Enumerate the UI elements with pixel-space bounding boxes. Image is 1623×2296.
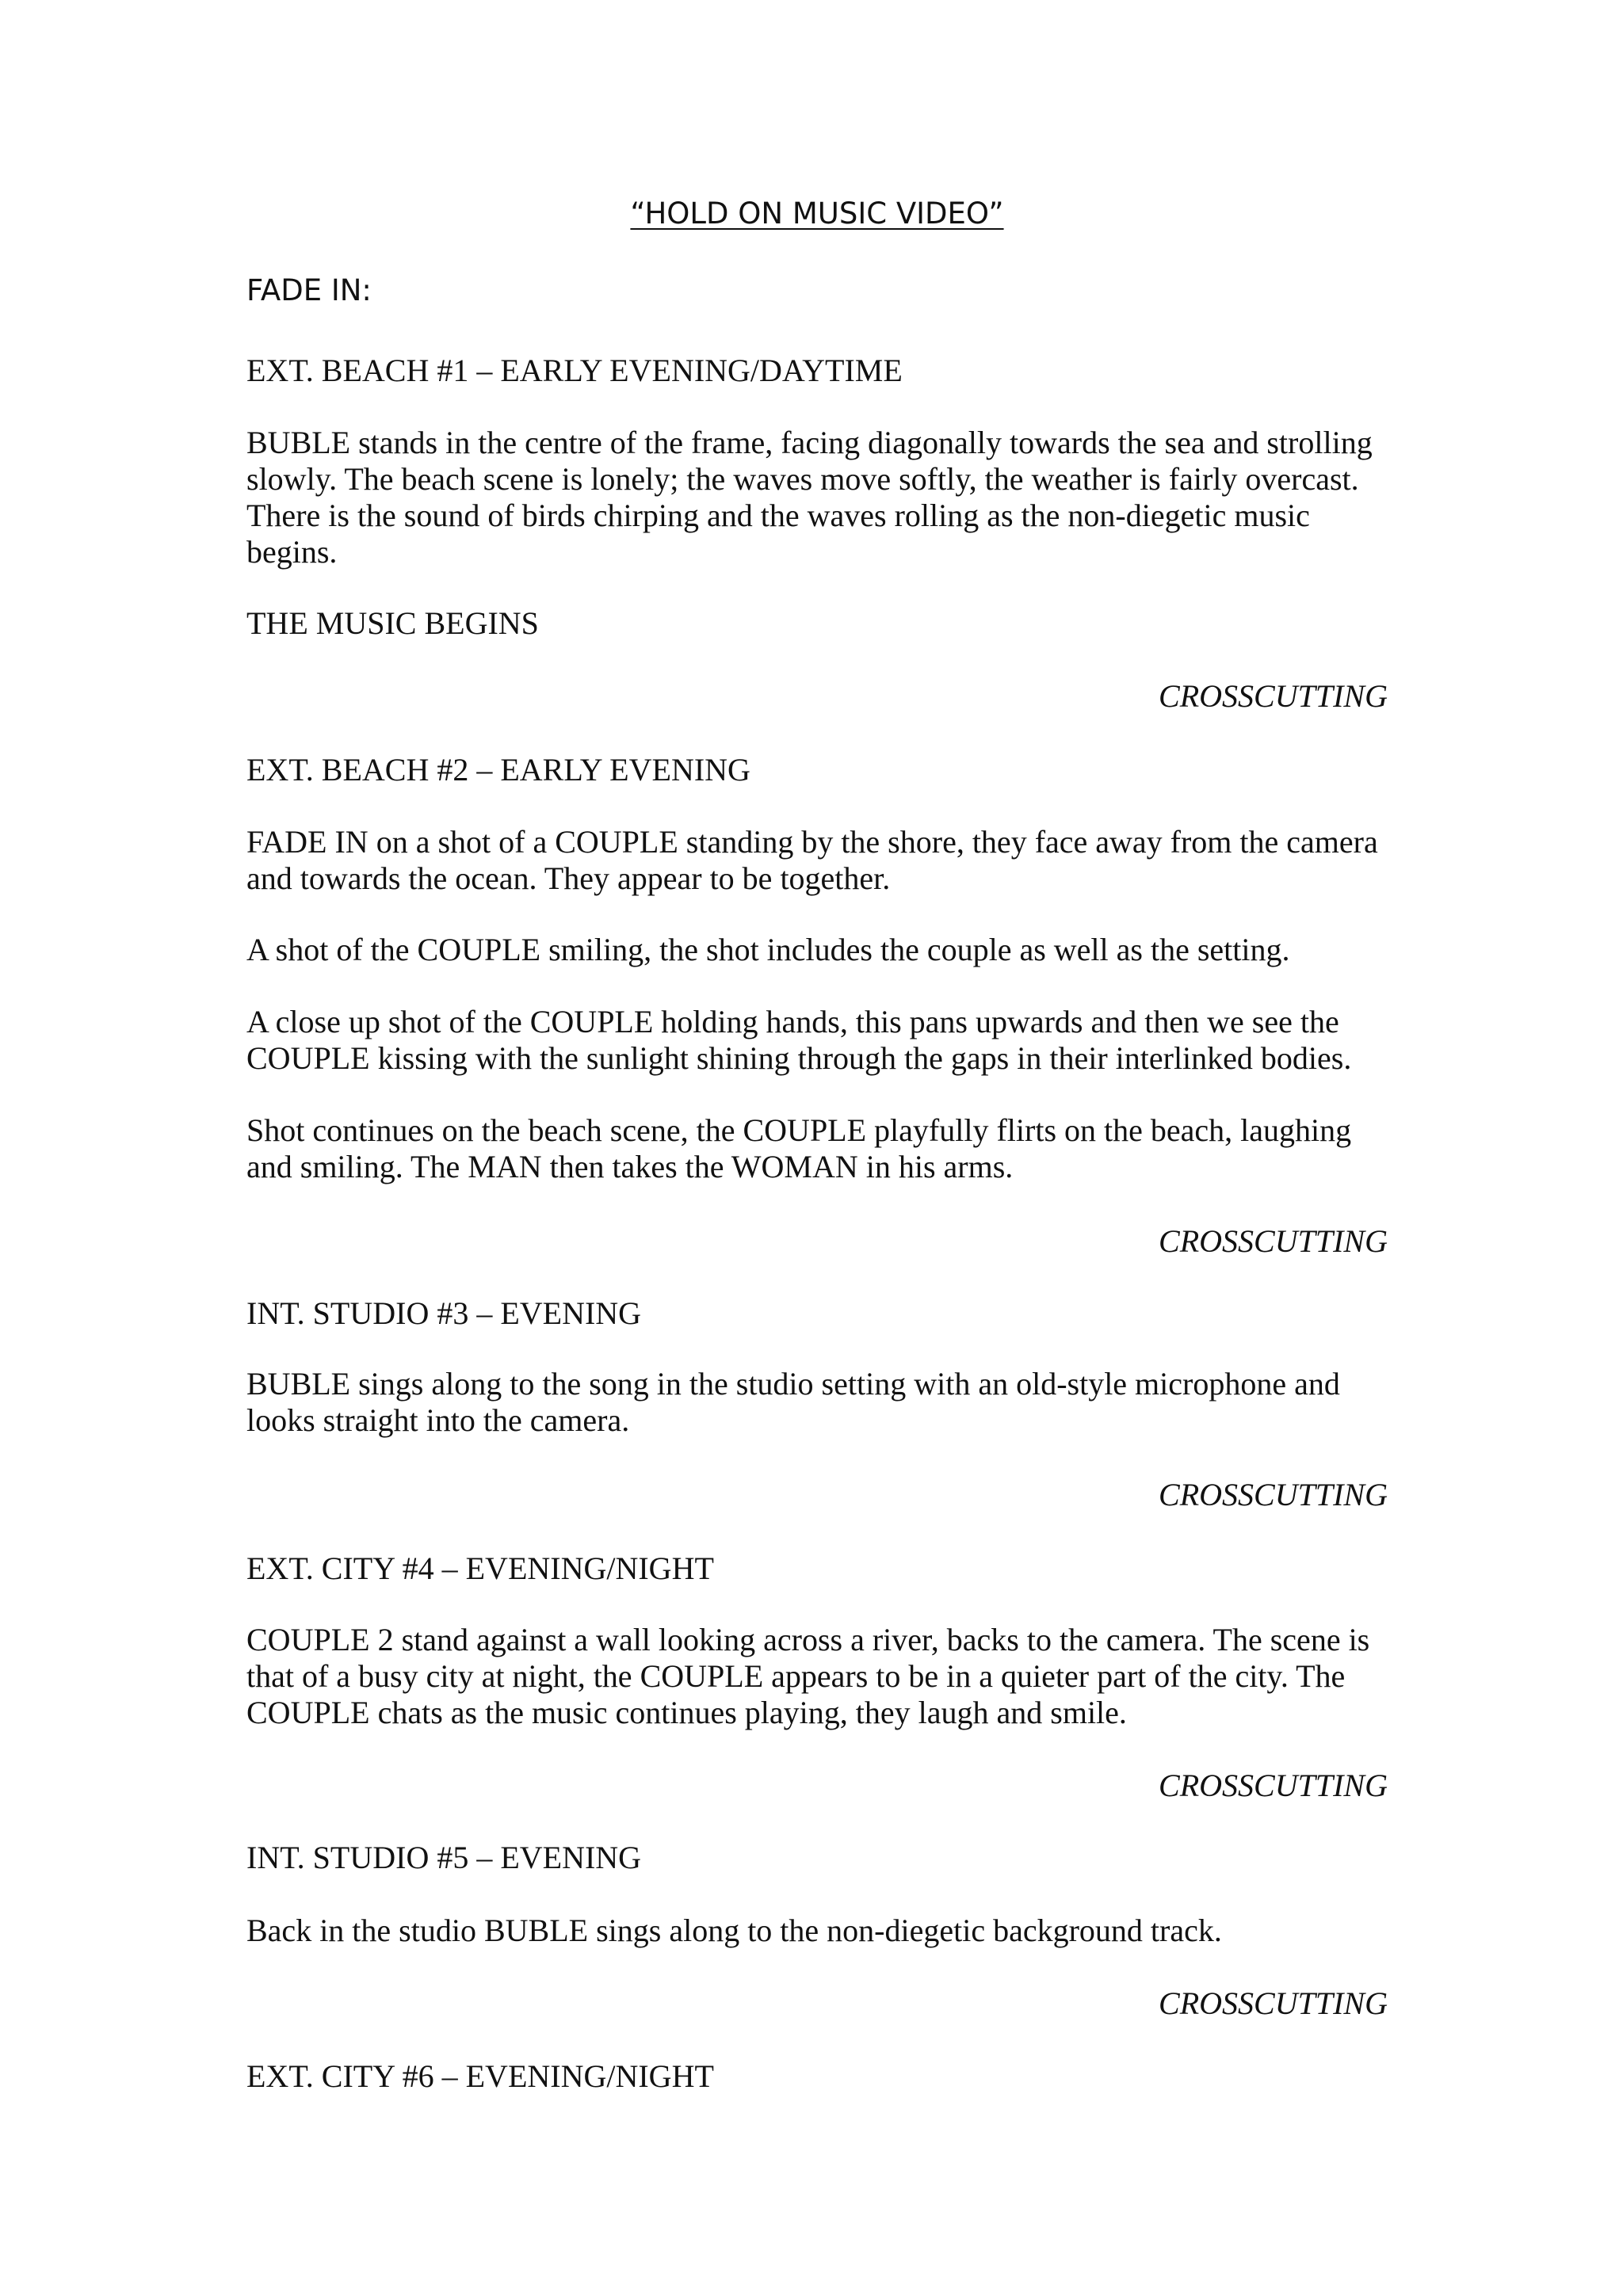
transition-crosscutting: CROSSCUTTING [1159, 1985, 1388, 2021]
action-paragraph [246, 1366, 1388, 1439]
action-line: BUBLE stands in the centre of the frame, facing diagonally towards the sea and strolling [246, 425, 1373, 460]
transition-crosscutting: CROSSCUTTING [1159, 678, 1388, 714]
action-paragraph [246, 1622, 1388, 1731]
action-line: slowly. The beach scene is lonely; the waves move softly, the weather is fairly overcast. [246, 461, 1359, 497]
action-line: COUPLE chats as the music continues playing, they laugh and smile. [246, 1695, 1127, 1730]
action-line: THE MUSIC BEGINS [246, 605, 539, 641]
action-line: COUPLE kissing with the sunlight shining through the gaps in their interlinked bodies. [246, 1040, 1352, 1076]
script-title: “HOLD ON MUSIC VIDEO” [630, 196, 1004, 231]
action-line: A close up shot of the COUPLE holding hands, this pans upwards and then we see the [246, 1004, 1339, 1039]
action-line: Back in the studio BUBLE sings along to the non-diegetic background track. [246, 1913, 1222, 1948]
action-line: begins. [246, 534, 338, 570]
scene-heading-beach-2: EXT. BEACH #2 – EARLY EVENING [246, 752, 750, 788]
transition-crosscutting: CROSSCUTTING [1159, 1477, 1388, 1512]
action-line: COUPLE 2 stand against a wall looking across a river, backs to the camera. The scene is [246, 1622, 1370, 1657]
action-line: and smiling. The MAN then takes the WOMAN in his arms. [246, 1149, 1014, 1184]
scene-heading-city-4: EXT. CITY #4 – EVENING/NIGHT [246, 1550, 714, 1586]
scene-heading-beach-1: EXT. BEACH #1 – EARLY EVENING/DAYTIME [246, 353, 903, 388]
action-line: looks straight into the camera. [246, 1402, 630, 1438]
action-paragraph [246, 1112, 1388, 1185]
fade-in-heading: FADE IN: [246, 273, 372, 307]
action-line: that of a busy city at night, the COUPLE appears to be in a quieter part of the city. The [246, 1658, 1346, 1694]
action-paragraph [246, 1913, 1388, 1949]
scene-heading-city-6: EXT. CITY #6 – EVENING/NIGHT [246, 2058, 714, 2094]
action-paragraph [246, 932, 1388, 968]
action-paragraph [246, 824, 1388, 897]
transition-crosscutting: CROSSCUTTING [1159, 1223, 1388, 1259]
action-line: There is the sound of birds chirping and the waves rolling as the non-diegetic music [246, 498, 1310, 533]
action-line: Shot continues on the beach scene, the COUPLE playfully flirts on the beach, laughing [246, 1112, 1352, 1148]
action-line: BUBLE sings along to the song in the studio setting with an old-style microphone and [246, 1366, 1340, 1402]
action-paragraph [246, 1004, 1388, 1077]
action-line: A shot of the COUPLE smiling, the shot includes the couple as well as the setting. [246, 932, 1290, 967]
scene-heading-studio-5: INT. STUDIO #5 – EVENING [246, 1840, 642, 1875]
action-line: FADE IN on a shot of a COUPLE standing by the shore, they face away from the camera [246, 824, 1378, 860]
action-line: and towards the ocean. They appear to be together. [246, 860, 891, 896]
transition-crosscutting: CROSSCUTTING [1159, 1768, 1388, 1803]
action-paragraph [246, 605, 1388, 642]
action-paragraph [246, 425, 1388, 570]
scene-heading-studio-3: INT. STUDIO #3 – EVENING [246, 1295, 642, 1331]
